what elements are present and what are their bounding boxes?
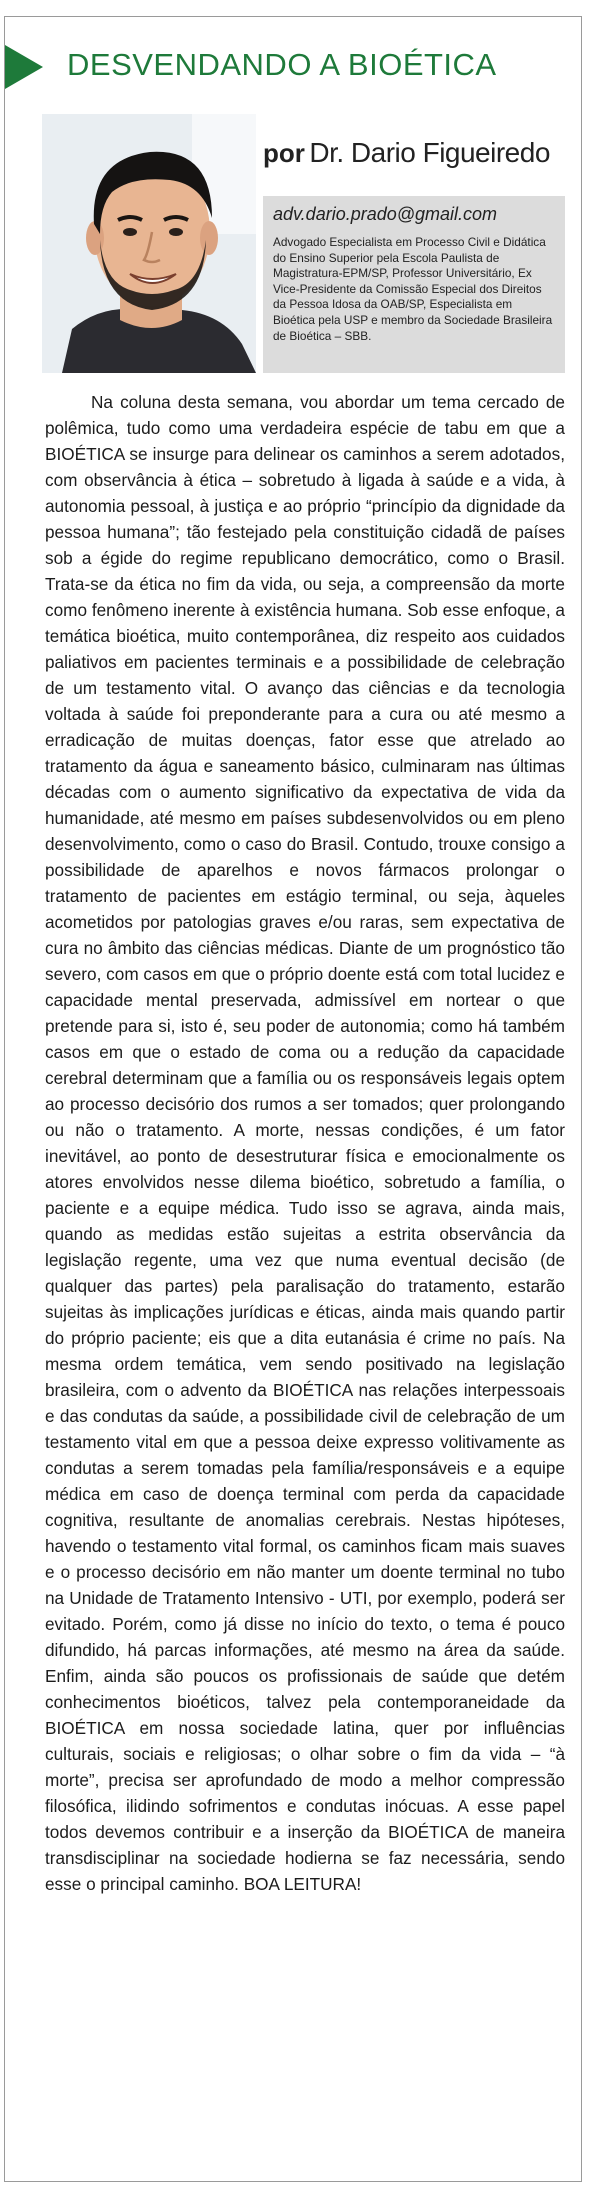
column-title: DESVENDANDO A BIOÉTICA <box>67 47 497 82</box>
article-body <box>45 389 565 1897</box>
article-paragraph: Na coluna desta semana, vou abordar um tema cercado de polêmica, tudo como uma verdadeira espécie de tabu em que a BIOÉTICA se insurge para delinear os caminhos a serem adotados, com observância à ética – sobretudo à ligada à saúde e a vida, à autonomia pessoal, à justiça e ao próprio “princípio da dignidade da pessoa humana”; tão festejado pela constituição cidadã de países sob a égide do regime republicano democrático, como o Brasil. Trata-se da ética no fim da vida, ou seja, a compreensão da morte como fenômeno inerente à existência humana. Sob esse enfoque, a temática bioética, muito contemporânea, diz respeito aos cuidados paliativos em pacientes terminais e a possibilidade de celebração de um testamento vital. O avanço das ciências e da tecnologia voltada à saúde foi preponderante para a cura ou até mesmo a erradicação de muitas doenças, fator esse que atrelado ao tratamento da água e saneamento básico, culminaram nas últimas décadas com o aumento significativo da expectativa de vida da humanidade, até mesmo em países subdesenvolvidos ou em pleno desenvolvimento, como o caso do Brasil. Contudo, trouxe consigo a possibilidade de aparelhos e novos fármacos prolongar o tratamento de pacientes em estágio terminal, ou seja, àqueles acometidos por patologias graves e/ou raras, sem expectativa de cura no âmbito das ciências médicas. Diante de um prognóstico tão severo, com casos em que o próprio doente está com total lucidez e capacidade mental preservada, admissível em nortear o que pretende para si, isto é, seu poder de autonomia; como há também casos em que o estado de coma ou a redução da capacidade cerebral determinam que a família ou os responsáveis legais optem ao processo decisório dos rumos a ser tomados; quer prolongando ou não o tratamento. A morte, nessas condições, é um fator inevitável, ao ponto de desestruturar física e emocionalmente os atores envolvidos nesse dilema bioético, sobretudo a família, o paciente e a equipe médica. Tudo isso se agrava, ainda mais, quando as medidas estão sujeitas a estrita observância da legislação regente, uma vez que numa eventual decisão (de qualquer das partes) pela paralisação do tratamento, estarão sujeitas às implicações jurídicas e éticas, ainda mais quando partir do próprio paciente; eis que a dita eutanásia é crime no país. Na mesma ordem temática, vem sendo positivado na legislação brasileira, com o advento da BIOÉTICA nas relações interpessoais e das condutas da saúde, a possibilidade civil de celebração de um testamento vital em que a pessoa deixe expresso volitivamente as condutas a serem tomadas pela família/responsáveis e a equipe médica em caso de doença terminal com perda da capacidade cognitiva, resultante de anomalias cerebrais. Nestas hipóteses, havendo o testamento vital formal, os caminhos ficam mais suaves e o processo decisório em não manter um doente terminal no tubo na Unidade de Tratamento Intensivo - UTI, por exemplo, poderá ser evitado. Porém, como já disse no início do texto, o tema é pouco difundido, há parcas informações, até mesmo na área da saúde. Enfim, ainda são poucos os profissionais de saúde que detém conhecimentos bioéticos, talvez pela contemporaneidade da BIOÉTICA em nossa sociedade latina, quer por influências culturais, sociais e religiosas; o olhar sobre o fim da vida – “à morte”, precisa ser aprofundado de modo a melhor compressão filosófica, ilidindo sofrimentos e condutas inócuas. A esse papel todos devemos contribuir e a inserção da BIOÉTICA de maneira transdisciplinar na sociedade hodierna se faz necessária, sendo esse o principal caminho. BOA LEITURA! <box>45 392 565 1894</box>
byline-prefix: por <box>263 138 305 168</box>
author-portrait-icon <box>42 114 256 373</box>
author-email: adv.dario.prado@gmail.com <box>273 204 498 224</box>
author-byline <box>263 137 550 169</box>
author-bio: Advogado Especialista em Processo Civil e Didática do Ensino Superior pela Escola Paulista de Magistratura-EPM/SP, Professor Universitário, Ex Vice-Presidente da Comissão Especial dos Direitos da Pessoa Idosa da OAB/SP, Especialista em Bioética pela USP e membro da Sociedade Brasileira de Bioética – SBB. <box>273 235 553 343</box>
arrow-marker-icon <box>5 45 43 89</box>
column-header <box>5 41 565 87</box>
author-photo <box>42 114 256 373</box>
article-frame <box>4 16 582 2182</box>
author-bio-box <box>263 196 565 373</box>
author-name: Dr. Dario Figueiredo <box>309 137 550 168</box>
